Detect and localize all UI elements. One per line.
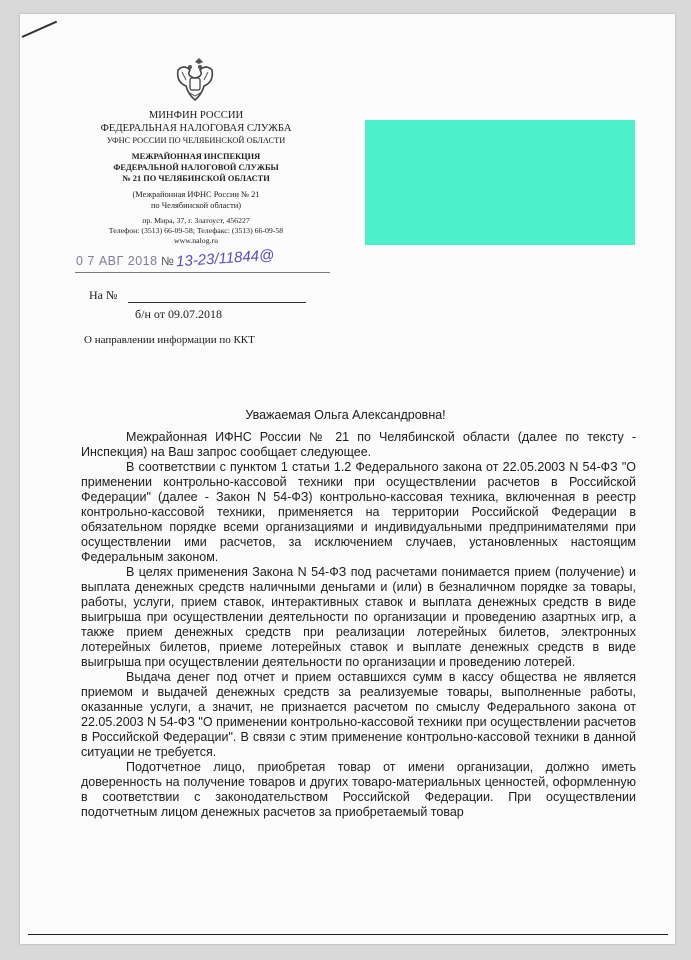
- header-short-name-1: (Межрайонная ИФНС России № 21: [132, 190, 260, 200]
- number-sign: №: [161, 254, 174, 268]
- header-inspection-1: МЕЖРАЙОННАЯ ИНСПЕКЦИЯ: [131, 152, 261, 162]
- paragraph: В целях применения Закона N 54-ФЗ под расчетами понимается прием (получение) и выплата денежных средств наличными деньгами и (или) в безналичном порядке за товары, работы, услуги, прием ставок, интерактивных ставок и выплата денежных средств в виде выигрыша при осуществлении деятельности по организации и проведению азартных игр, а также прием денежных средств при реализации лотерейных билетов, электронных лотерейных билетов, приеме лотерейных ставок и выплате денежных средств в виде выигрыша при осуществлении деятельности по организации и проведению лотерей.: [81, 565, 636, 669]
- header-phones: Телефон: (3513) 66-09-58; Телефакс: (3513) 66-09-58: [108, 226, 284, 236]
- outgoing-number: 13-23/11844@: [175, 246, 275, 271]
- coat-of-arms-emblem: [172, 56, 218, 104]
- header-website: www.nalog.ru: [173, 236, 219, 246]
- letter-body: [81, 430, 636, 820]
- header-address: пр. Мира, 37, г. Златоуст, 456227: [142, 216, 250, 226]
- letter-subject: О направлении информации по ККТ: [84, 334, 255, 346]
- header-ufns: УФНС РОССИИ ПО ЧЕЛЯБИНСКОЙ ОБЛАСТИ: [106, 136, 286, 146]
- header-service: ФЕДЕРАЛЬНАЯ НАЛОГОВАЯ СЛУЖБА: [100, 122, 292, 134]
- header-inspection-3: № 21 ПО ЧЕЛЯБИНСКОЙ ОБЛАСТИ: [122, 174, 270, 184]
- paragraph: В соответствии с пунктом 1 статьи 1.2 Федерального закона от 22.05.2003 N 54-ФЗ "О применении контрольно-кассовой техники при осуществлении расчетов в Российской Федерации" (далее - Закон N 54-ФЗ) контрольно-кассовая техника, включенная в реестр контрольно-кассовой техники, применяется на территории Российской Федерации в обязательном порядке всеми организациями и индивидуальными предпринимателями при осуществлении ими расчетов, за исключением случаев, установленных настоящим Федеральным законом.: [81, 460, 636, 564]
- date-underline: [75, 272, 330, 273]
- header-inspection-2: ФЕДЕРАЛЬНОЙ НАЛОГОВОЙ СЛУЖБЫ: [113, 163, 279, 173]
- greeting: Уважаемая Ольга Александровна!: [245, 408, 446, 422]
- reply-to-reference: б/н от 09.07.2018: [135, 307, 222, 321]
- sender-header: [80, 110, 312, 246]
- bottom-rule: [28, 934, 668, 935]
- reply-to-underline: [128, 302, 306, 303]
- paragraph: Выдача денег под отчет и прием оставшихся сумм в кассу общества не является приемом и выдачей денежных средств за реализуемые товары, выполненные работы, оказанные услуги, а значит, не признается расчетом по смыслу Федерального закона от 22.05.2003 N 54-ФЗ "О применении контрольно-кассовой техники при осуществлении расчетов в Российской Федерации". В связи с этим применение контрольно-кассовой техники в данной ситуации не требуется.: [81, 670, 636, 759]
- outgoing-date-stamp: 0 7 АВГ 2018: [76, 254, 158, 268]
- header-short-name-2: по Челябинской области): [150, 201, 242, 211]
- reply-to-label: На №: [89, 288, 118, 302]
- paragraph: Подотчетное лицо, приобретая товар от имени организации, должно иметь доверенность на получение товаров и других товаро-материальных ценностей, оформленную в соответствии с законодательством Российской Федерации. При осуществлении подотчетным лицом денежных расчетов за приобретаемый товар: [81, 759, 636, 819]
- header-ministry: МИНФИН РОССИИ: [148, 110, 244, 121]
- redacted-recipient-block: [365, 120, 635, 245]
- paragraph: Межрайонная ИФНС России № 21 по Челябинской области (далее по тексту - Инспекция) на Ваш запрос сообщает следующее.: [81, 430, 636, 459]
